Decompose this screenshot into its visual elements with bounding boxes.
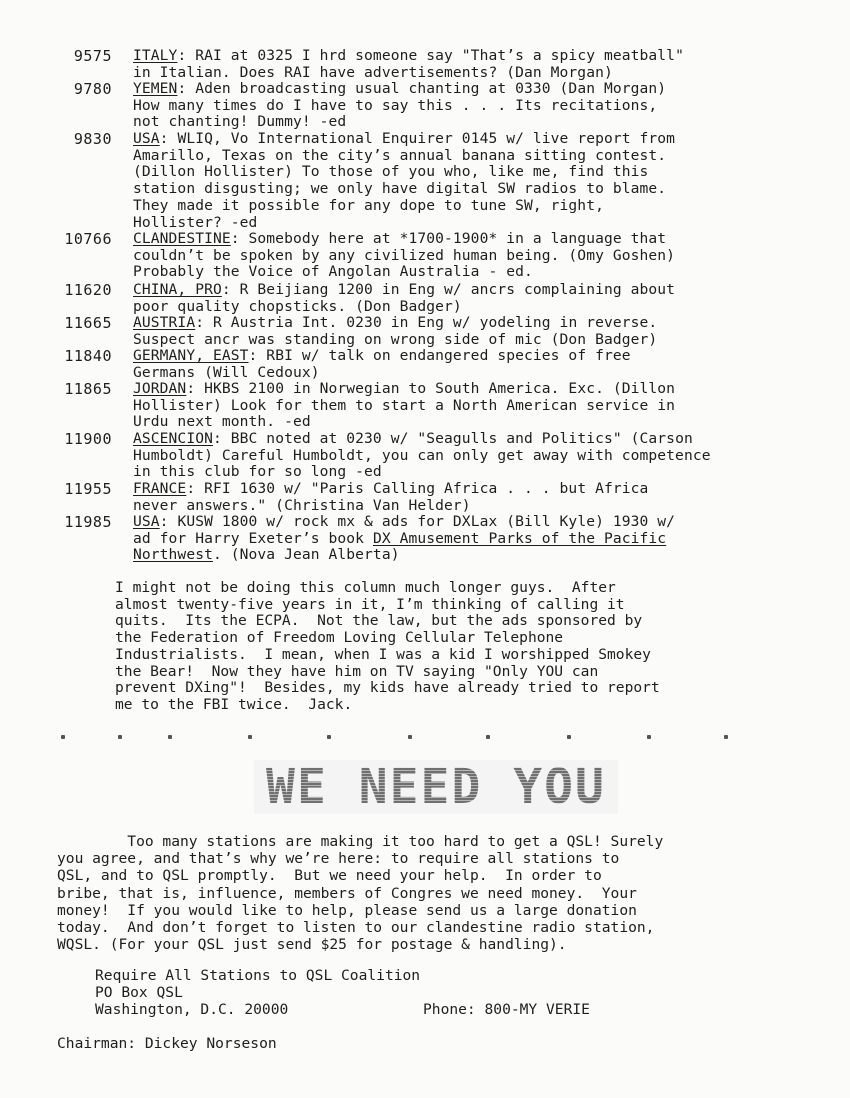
chairman-line: Chairman: Dickey Norseson: [57, 1035, 277, 1052]
entry-line: : WLIQ, Vo International Enquirer 0145 w/ live report from: [159, 130, 676, 147]
entry-text: [133, 131, 843, 231]
entry-line: : R Beijiang 1200 in Eng w/ ancrs complaining about: [221, 281, 676, 298]
frequency: 11620: [64, 281, 112, 299]
entry-line: How many times do I have to say this . . . Its recitations,: [133, 96, 658, 114]
country-name: AUSTRIA: [133, 314, 196, 331]
entry-text: [133, 48, 843, 81]
entry-text: [133, 282, 843, 315]
separator-star: [647, 735, 651, 739]
entry-text: [133, 431, 843, 481]
address-org: Require All Stations to QSL Coalition: [95, 967, 421, 984]
frequency: 11865: [64, 380, 112, 398]
separator-star: [724, 735, 728, 739]
entry-line: Humboldt) Careful Humboldt, you can only get away with competence: [133, 446, 711, 464]
address-box: PO Box QSL: [95, 984, 183, 1002]
entry-line: Amarillo, Texas on the city’s annual banana sitting contest.: [133, 146, 667, 164]
entry-line: : BBC noted at 0230 w/ "Seagulls and Politics" (Carson: [212, 430, 693, 447]
entry-line: in this club for so long -ed: [133, 463, 382, 481]
entry-text: [133, 315, 843, 348]
frequency: 11900: [64, 430, 112, 448]
frequency: 9780: [73, 80, 112, 98]
separator-star: [61, 735, 65, 739]
entry-text: [133, 81, 843, 131]
frequency: 11665: [64, 314, 112, 332]
entry-line: not chanting! Dummy! -ed: [133, 113, 347, 131]
we-need-you-banner: [254, 760, 618, 814]
entry-line: (Dillon Hollister) To those of you who, like me, find this: [133, 163, 649, 181]
separator-star: [486, 735, 490, 739]
frequency: 11840: [64, 347, 112, 365]
country-name: CLANDESTINE: [133, 230, 231, 247]
address-block: [95, 967, 695, 1019]
separator-star: [408, 735, 412, 739]
country-name: FRANCE: [133, 480, 187, 497]
entry-line: never answers." (Christina Van Helder): [133, 496, 471, 514]
entry-line: They made it possible for any dope to tune SW, right,: [133, 196, 604, 214]
country-name: ASCENCION: [133, 430, 213, 447]
separator-star: [248, 735, 252, 739]
country-name: GERMANY, EAST: [133, 347, 249, 364]
phone-number: Phone: 800-MY VERIE: [423, 1001, 590, 1018]
entry-text: [133, 514, 843, 564]
entry-line: : KUSW 1800 w/ rock mx & ads for DXLax (Bill Kyle) 1930 w/: [159, 513, 676, 530]
entry-line: station disgusting; we only have digital SW radios to blame.: [133, 180, 667, 198]
entry-line: : RBI w/ talk on endangered species of free: [248, 347, 631, 364]
entry-text: [133, 381, 843, 431]
entry-line: Hollister) Look for them to start a North American service in: [133, 396, 676, 414]
frequency: 9575: [73, 47, 112, 65]
country-name: CHINA, PRO: [133, 281, 222, 298]
country-name: JORDAN: [133, 380, 187, 397]
entry-line: Urdu next month. -ed: [133, 413, 311, 431]
entry-line: couldn’t be spoken by any civilized human being. (Omy Goshen): [133, 246, 676, 264]
closing-paragraph: I might not be doing this column much longer guys. After almost twenty-five years in it, I’m thinking of calling it quits. Its the ECPA. Not the law, but the ads sponsored by the Federation of Freedom Loving Cellular Telephone Industrialists. I mean, when I was a kid I worshipped Smokey the Bear! Now they have him on TV saying "Only YOU can prevent DXing"! Besides, my kids have already tried to report me to the FBI twice. Jack.: [115, 579, 660, 713]
frequency: 11985: [64, 513, 112, 531]
entry-line: : HKBS 2100 in Norwegian to South America. Exc. (Dillon: [186, 380, 676, 397]
separator-star: [168, 735, 172, 739]
separator-star: [567, 735, 571, 739]
entry-line: : Aden broadcasting usual chanting at 0330 (Dan Morgan): [177, 80, 667, 97]
separator-star: [327, 735, 331, 739]
book-title-cont: Northwest: [133, 546, 213, 564]
entry-line: : R Austria Int. 0230 in Eng w/ yodeling in reverse.: [195, 314, 658, 331]
country-name: YEMEN: [133, 80, 178, 97]
entry-text: [133, 231, 843, 281]
country-name: USA: [133, 130, 160, 147]
entry-line: : RFI 1630 w/ "Paris Calling Africa . . . but Africa: [186, 480, 649, 497]
entry-text: [133, 481, 843, 514]
entry-line: : Somebody here at *1700-1900* in a language that: [230, 230, 667, 247]
book-title: DX Amusement Parks of the Pacific: [372, 529, 667, 547]
frequency: 11955: [64, 480, 112, 498]
country-name: USA: [133, 513, 160, 530]
entry-text: [133, 348, 843, 381]
entry-line: Hollister? -ed: [133, 213, 258, 231]
entry-line: ad for Harry Exeter’s book: [133, 529, 373, 547]
separator-stars: [0, 727, 850, 747]
entry-line: Suspect ancr was standing on wrong side of mic (Don Badger): [133, 330, 658, 348]
country-name: ITALY: [133, 47, 178, 64]
address-city: Washington, D.C. 20000: [95, 1001, 289, 1019]
frequency: 10766: [64, 230, 112, 248]
frequency: 9830: [73, 130, 112, 148]
entry-line: : RAI at 0325 I hrd someone say "That’s a spicy meatball": [177, 47, 684, 64]
appeal-paragraph: Too many stations are making it too hard to get a QSL! Surely you agree, and that’s why we’re here: to require all stations to QSL, and to QSL promptly. But we need your help. In order to bribe, that is, influence, members of Congres we need money. Your money! If you would like to help, please send us a large donation today. And don’t forget to listen to our clandestine radio station, WQSL. (For your QSL just send $25 for postage & handling).: [57, 833, 664, 954]
entry-line: poor quality chopsticks. (Don Badger): [133, 297, 462, 315]
entry-line: Germans (Will Cedoux): [133, 363, 320, 381]
entry-line: in Italian. Does RAI have advertisements? (Dan Morgan): [133, 63, 613, 81]
entry-line: Probably the Voice of Angolan Australia - ed.: [133, 263, 533, 281]
separator-star: [118, 735, 122, 739]
banner-text: WE NEED YOU: [266, 759, 606, 815]
entry-line: . (Nova Jean Alberta): [212, 546, 400, 564]
